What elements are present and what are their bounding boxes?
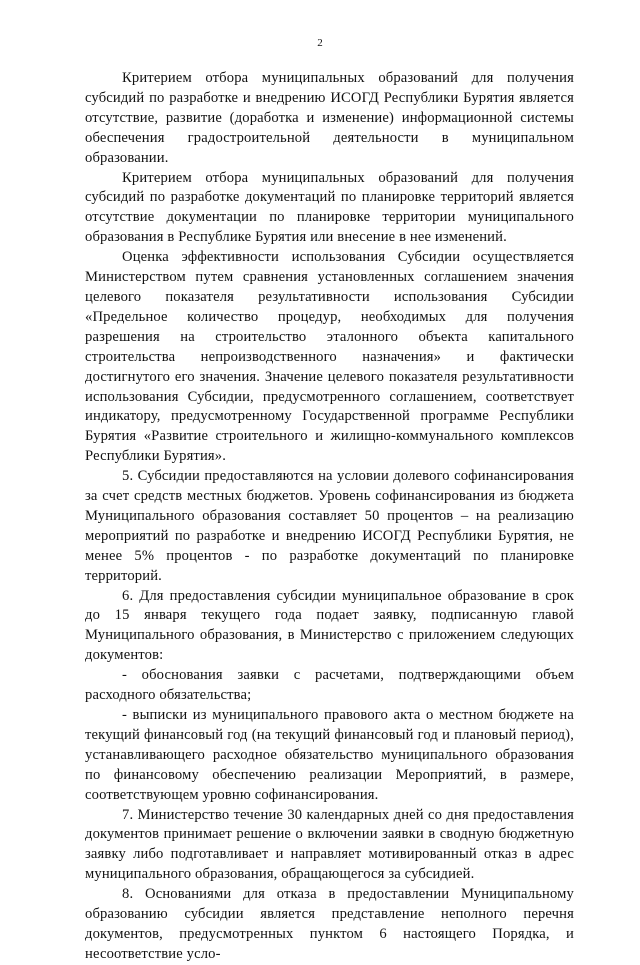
paragraph-criterion-planning: Критерием отбора муниципальных образований для получения субсидий по разработке документаций по планировке территорий является отсутствие документации по планировке территории муниципального образования в Республике Бурятия или внесение в нее изменений. xyxy=(85,169,574,246)
list-item-budget-extract: - выписки из муниципального правового акта о местном бюджете на текущий финансовый год (на текущий финансовый год и плановый период), устанавливающего расходное обязательство муниципального образования по финансовому обеспечению реализации Мероприятий, в размере, соответствующем уровню софинансирования. xyxy=(85,707,574,803)
list-item-justification: - обоснования заявки с расчетами, подтверждающими объем расходного обязательства; xyxy=(85,667,574,704)
paragraph-efficiency-assessment: Оценка эффективности использования Субсидии осуществляется Министерством путем сравнения установленных соглашением значения целевого показателя результативности использования Субсидии «Предельное количество процедур, необходимых для получения разрешения на строительство эталонного объекта капитального строительства непроизводственного назначения» и фактически достигнутого его значения. Значение целевого показателя результативности использования Субсидии, предусмотренного соглашением, соответствует индикатору, предусмотренному Государственной программе Республики Бурятия «Развитие строительного и жилищно-коммунального комплексов Республики Бурятия». xyxy=(85,249,574,465)
paragraph-criterion-isogd: Критерием отбора муниципальных образований для получения субсидий по разработке и внедрению ИСОГД Республики Бурятия является отсутствие, развитие (доработка и изменение) информационной системы обеспечения градостроительной деятельности в муниципальном образовании. xyxy=(85,70,574,166)
page-number: 2 xyxy=(317,37,323,49)
paragraph-item-5: 5. Субсидии предоставляются на условии долевого софинансирования за счет средств местных бюджетов. Уровень софинансирования из бюджета Муниципального образования составляет 50 процентов – на реализацию мероприятий по разработке и внедрению ИСОГД Республики Бурятия, не менее 5% процентов - по разработке документаций по планировке территорий. xyxy=(85,468,574,584)
document-body xyxy=(85,69,574,965)
paragraph-item-7: 7. Министерство течение 30 календарных дней со дня предоставления документов принимает решение о включении заявки в сводную бюджетную заявку либо подготавливает и направляет мотивированный отказ в адрес муниципального образования, обращающегося за субсидией. xyxy=(85,806,574,883)
paragraph-item-6: 6. Для предоставления субсидии муниципальное образование в срок до 15 января текущего года подает заявку, подписанную главой Муниципального образования, в Министерство с приложением следующих документов: xyxy=(85,587,574,664)
paragraph-item-8: 8. Основаниями для отказа в предоставлении Муниципальному образованию субсидии является представление неполного перечня документов, предусмотренных пунктом 6 настоящего Порядка, и несоответствие усло- xyxy=(85,886,574,962)
